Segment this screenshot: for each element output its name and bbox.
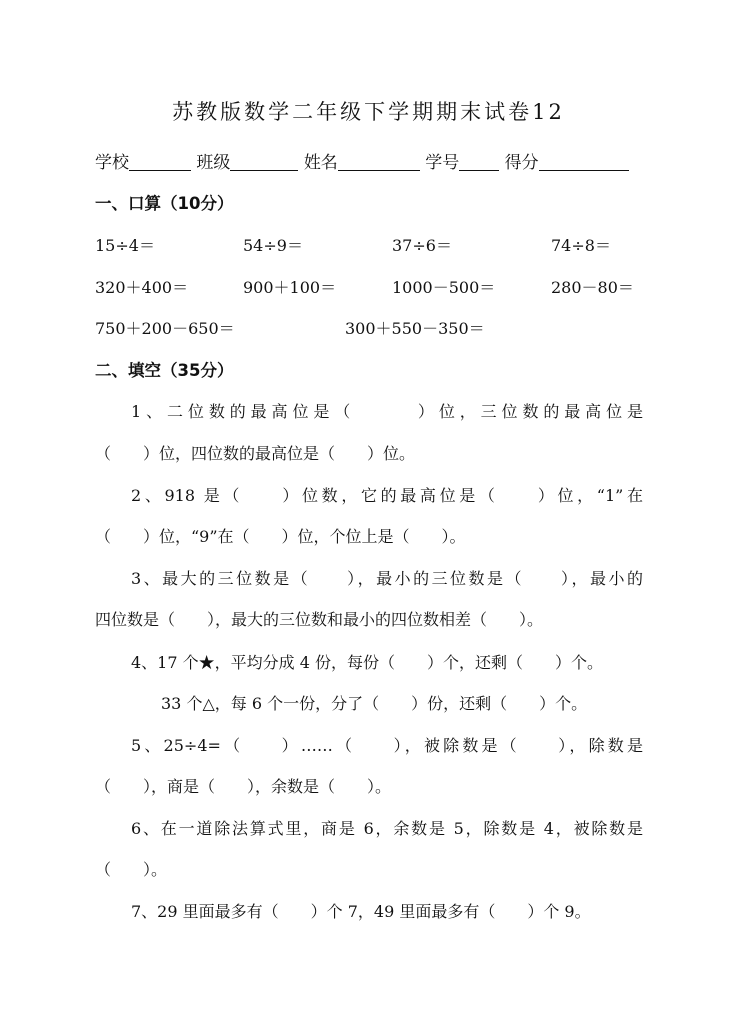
calc-item: 280－80＝ xyxy=(551,278,634,297)
name-label: 姓名 xyxy=(303,153,338,173)
student-info-row xyxy=(95,148,629,173)
question-line: 6、在一道除法算式里，商是 6，余数是 5，除数是 4，被除数是 xyxy=(131,819,643,838)
name-blank[interactable] xyxy=(338,154,420,171)
calc-item: 900＋100＝ xyxy=(243,278,337,297)
question-line: 5、25÷4=（ ）……（ ），被除数是（ ），除数是 xyxy=(131,736,643,755)
question-line: 3、最大的三位数是（ ），最小的三位数是（ ），最小的 xyxy=(131,569,643,588)
school-blank[interactable] xyxy=(129,154,191,171)
question-line: （ ）。 xyxy=(95,860,168,879)
school-label: 学校 xyxy=(95,153,129,173)
class-label: 班级 xyxy=(196,153,231,173)
question-line: 4、17 个★，平均分成 4 份，每份（ ）个，还剩（ ）个。 xyxy=(131,653,603,672)
page-title: 苏教版数学二年级下学期期末试卷12 xyxy=(172,100,565,124)
score-label: 得分 xyxy=(504,153,539,173)
question-line: 四位数是（ ），最大的三位数和最小的四位数相差（ ）。 xyxy=(95,610,544,629)
calc-item: 37÷6＝ xyxy=(392,236,452,255)
section-heading-fill-blank: 二、填空（35分） xyxy=(95,361,234,380)
score-blank[interactable] xyxy=(539,154,629,171)
calc-item: 1000－500＝ xyxy=(392,278,496,297)
question-line: 2、918 是（ ）位数，它的最高位是（ ）位，“1”在 xyxy=(131,486,643,505)
number-label: 学号 xyxy=(425,153,460,173)
calc-item: 320＋400＝ xyxy=(95,278,189,297)
question-line: （ ），商是（ ），余数是（ ）。 xyxy=(95,777,392,796)
class-blank[interactable] xyxy=(230,154,298,171)
question-line: 7、29 里面最多有（ ）个 7，49 里面最多有（ ）个 9。 xyxy=(131,902,591,921)
calc-item: 300＋550－350＝ xyxy=(345,319,485,338)
calc-item: 74÷8＝ xyxy=(551,236,611,255)
question-line: （ ）位，四位数的最高位是（ ）位。 xyxy=(95,444,416,463)
calc-item: 54÷9＝ xyxy=(243,236,303,255)
calc-item: 15÷4＝ xyxy=(95,236,155,255)
calc-item: 750＋200－650＝ xyxy=(95,319,235,338)
question-line: （ ）位，“9”在（ ）位，个位上是（ ）。 xyxy=(95,527,466,546)
section-heading-oral-calc: 一、口算（10分） xyxy=(95,194,234,213)
number-blank[interactable] xyxy=(459,154,499,171)
question-line: 1、二位数的最高位是（ ）位，三位数的最高位是 xyxy=(131,402,643,421)
question-line: 33 个△，每 6 个一份，分了（ ）份，还剩（ ）个。 xyxy=(161,694,588,713)
